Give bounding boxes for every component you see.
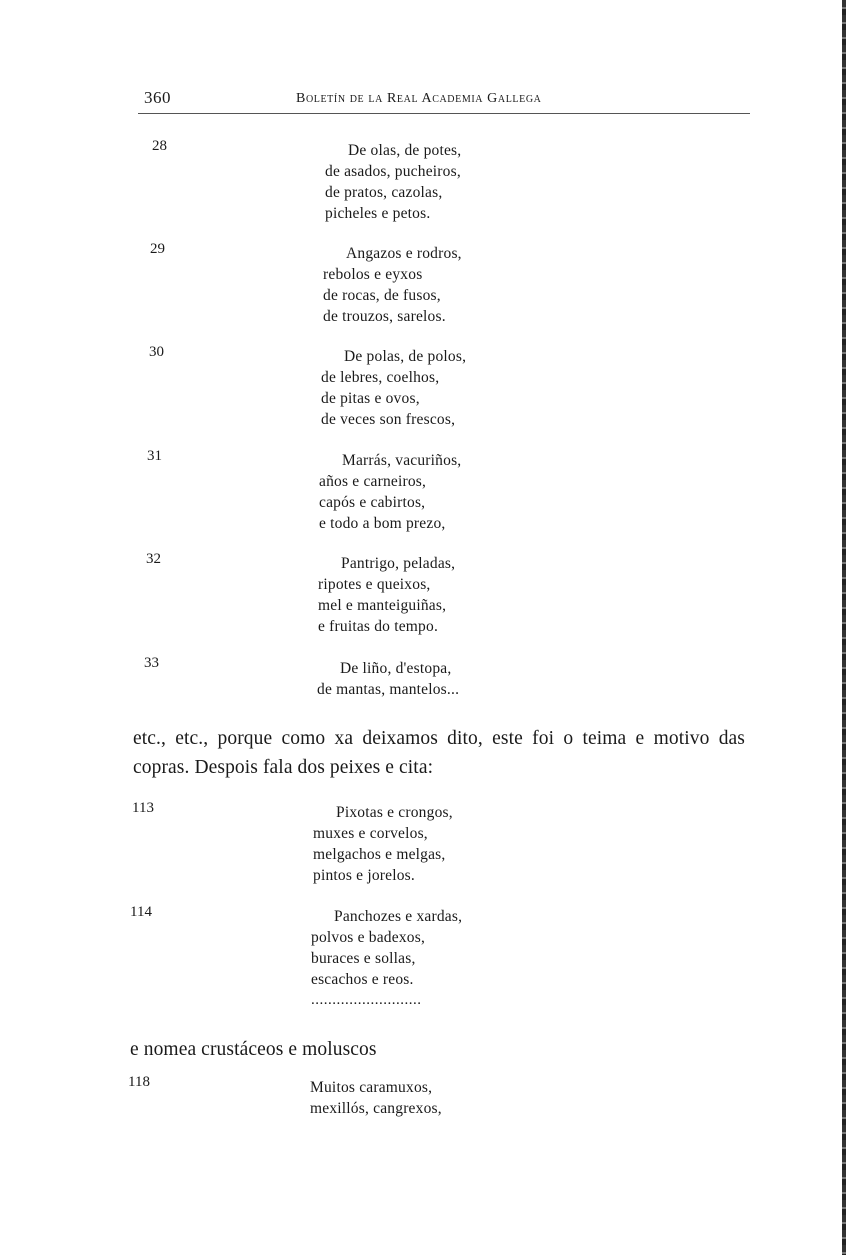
prose-paragraph: etc., etc., porque como xa deixamos dito, este foi o teima e motivo das copras. Despois fala dos peixes e cita: [133,728,745,778]
verse-line: de trouzos, sarelos. [323,308,446,325]
stanza-number: 118 [128,1074,150,1090]
stanza-number: 113 [132,800,154,816]
verse-line: de mantas, mantelos... [317,681,460,698]
verse-line: Panchozes e xardas, [334,908,463,925]
verse-line: Muitos caramuxos, [310,1079,433,1096]
stanza-lines [323,243,462,327]
verse-line: De liño, d'estopa, [340,660,452,677]
verse-line: rebolos e eyxos [323,266,423,283]
stanza-lines [319,450,461,534]
page-header [138,88,750,118]
verse-line: de pratos, cazolas, [325,184,443,201]
stanza-number: 114 [130,904,152,920]
verse-line: buraces e sollas, [311,950,416,967]
stanza-lines [321,346,466,430]
verse-line: de pitas e ovos, [321,390,420,407]
stanza-lines [318,553,455,637]
stanza-lines [313,802,453,886]
verse-line: años e carneiros, [319,473,427,490]
page-number: 360 [144,88,171,107]
ellipsis-line: .......................... [311,992,422,1008]
verse-line: de asados, pucheiros, [325,163,461,180]
verse-line: muxes e corvelos, [313,825,428,842]
prose-paragraph: e nomea crustáceos e moluscos [130,1039,377,1060]
verse-line: de veces son frescos, [321,411,456,428]
verse-line: Pantrigo, peladas, [341,555,456,572]
verse-line: escachos e reos. [311,971,414,988]
stanza-lines [310,1077,442,1119]
stanza-lines [317,658,459,700]
verse-line: De polas, de polos, [344,348,467,365]
verse-line: melgachos e melgas, [313,846,446,863]
verse-line: pintos e jorelos. [313,867,415,884]
stanza-number: 29 [150,241,165,257]
verse-line: Angazos e rodros, [346,245,462,262]
stanza-number: 30 [149,344,164,360]
verse-line: e fruitas do tempo. [318,618,439,635]
stanza-lines [325,140,461,224]
stanza-lines [311,906,462,1011]
header-rule [138,113,750,114]
verse-line: e todo a bom prezo, [319,515,446,532]
verse-line: picheles e petos. [325,205,431,222]
verse-line: De olas, de potes, [348,142,462,159]
stanza-number: 28 [152,138,167,154]
verse-line: polvos e badexos, [311,929,426,946]
running-title: Boletín de la Real Academia Gallega [296,91,542,106]
scan-edge-shadow [842,0,846,1255]
stanza-number: 32 [146,551,161,567]
verse-line: Marrás, vacuriños, [342,452,462,469]
verse-line: mel e manteiguiñas, [318,597,447,614]
verse-line: mexillós, cangrexos, [310,1100,442,1117]
stanza-number: 31 [147,448,162,464]
verse-line: capós e cabirtos, [319,494,426,511]
verse-line: de lebres, coelhos, [321,369,440,386]
verse-line: ripotes e queixos, [318,576,431,593]
verse-line: Pixotas e crongos, [336,804,453,821]
stanza-number: 33 [144,655,159,671]
verse-line: de rocas, de fusos, [323,287,441,304]
